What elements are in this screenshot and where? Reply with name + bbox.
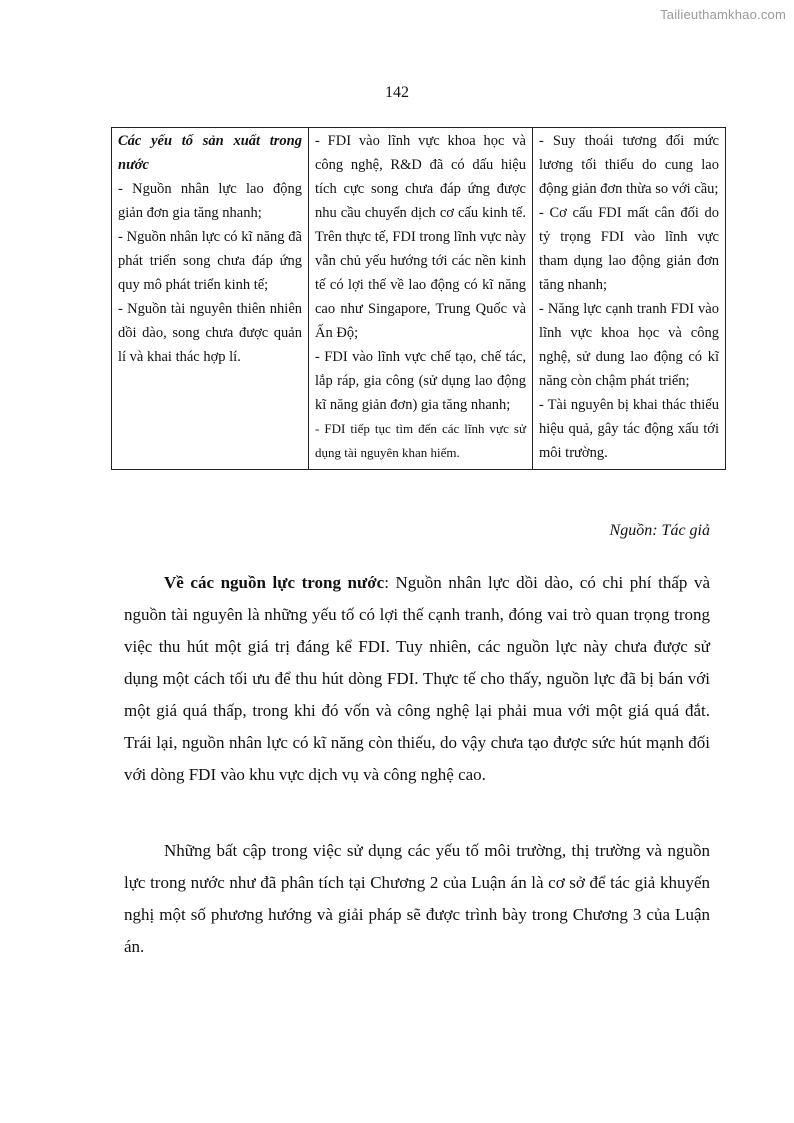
page-number: 142	[385, 84, 409, 101]
paragraph-lead: Về các nguồn lực trong nước	[164, 573, 385, 592]
table-cell-fdi-status	[309, 128, 533, 470]
list-item: - FDI vào lĩnh vực khoa học và công nghệ, R&D đã có dấu hiệu tích cực song chưa đáp ứng được nhu cầu chuyển dịch cơ cấu kinh tế. Trên thực tế, FDI trong lĩnh vực này vẫn chủ yếu hướng tới các nền kinh tế có lợi thế về lao động có kĩ năng cao như Singapore, Trung Quốc và Ấn Độ;	[315, 133, 526, 341]
table-source-note: Nguồn: Tác giả	[609, 522, 710, 539]
list-item: - Suy thoái tương đối mức lương tối thiểu do cung lao động giản đơn thừa so với cầu;	[539, 133, 719, 197]
list-item: - Nguồn tài nguyên thiên nhiên dồi dào, song chưa được quản lí và khai thác hợp lí.	[118, 301, 302, 365]
list-item: - Năng lực cạnh tranh FDI vào lĩnh vực khoa học và công nghệ, sử dung lao động có kĩ năng còn chậm phát triển;	[539, 301, 719, 389]
paragraph-body: : Nguồn nhân lực dồi dào, có chi phí thấp và nguồn tài nguyên là những yếu tố có lợi thế cạnh tranh, đóng vai trò quan trọng trong việc thu hút một giá trị đáng kể FDI. Tuy nhiên, các nguồn lực này chưa được sử dụng một cách tối ưu để thu hút dòng FDI. Thực tế cho thấy, nguồn lực đã bị bán với một giá quá thấp, trong khi đó vốn và công nghệ lại phải mua với một giá quá đắt. Trái lại, nguồn nhân lực có kĩ năng còn thiếu, do vậy chưa tạo được sức hút mạnh đối với dòng FDI vào khu vực dịch vụ và công nghệ cao.	[124, 573, 711, 784]
table-row	[112, 128, 726, 470]
table-cell-title: Các yếu tố sản xuất trong nước	[118, 133, 302, 173]
list-item: - Nguồn nhân lực có kĩ năng đã phát triển song chưa đáp ứng quy mô phát triển kinh tế;	[118, 229, 302, 293]
paragraph-conclusion: Những bất cập trong việc sử dụng các yếu tố môi trường, thị trường và nguồn lực trong nước như đã phân tích tại Chương 2 của Luận án là cơ sở để tác giả khuyến nghị một số phương hướng và giải pháp sẽ được trình bày trong Chương 3 của Luận án.	[124, 841, 710, 956]
list-item: - FDI tiếp tục tìm đến các lĩnh vực sử dụng tài nguyên khan hiếm.	[315, 421, 526, 460]
list-item: - Cơ cấu FDI mất cân đối do tỷ trọng FDI vào lĩnh vực tham dụng lao động giản đơn tăng nhanh;	[539, 205, 719, 293]
list-item: - Tài nguyên bị khai thác thiếu hiệu quả, gây tác động xấu tới môi trường.	[539, 397, 719, 461]
table-cell-consequences	[533, 128, 726, 470]
paragraph-domestic-resources	[124, 567, 710, 791]
comparison-table	[111, 127, 726, 470]
list-item: - FDI vào lĩnh vực chế tạo, chế tác, lắp ráp, gia công (sử dụng lao động kĩ năng giản đơn) gia tăng nhanh;	[315, 349, 526, 413]
table-cell-factors	[112, 128, 309, 470]
list-item: - Nguồn nhân lực lao động giản đơn gia tăng nhanh;	[118, 181, 302, 221]
watermark: Tailieuthamkhao.com	[660, 7, 786, 22]
